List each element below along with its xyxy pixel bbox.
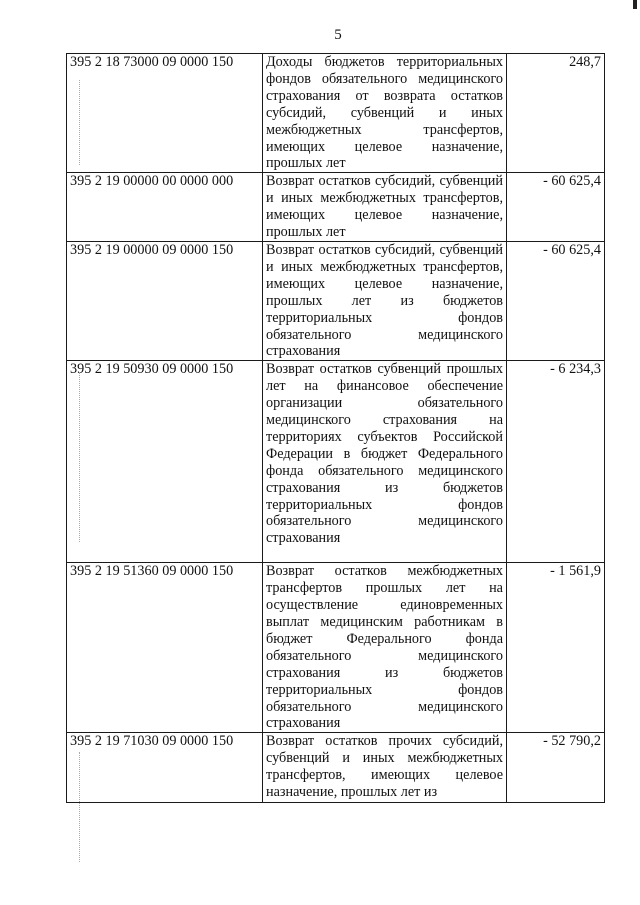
amount-cell: - 52 790,2 xyxy=(507,733,605,803)
budget-code-cell: 395 2 18 73000 09 0000 150 xyxy=(67,54,263,173)
budget-table xyxy=(66,53,605,803)
scan-dotted-line xyxy=(79,752,80,862)
table-row xyxy=(67,733,605,803)
budget-code-cell: 395 2 19 71030 09 0000 150 xyxy=(67,733,263,803)
description-cell xyxy=(263,733,507,803)
table-row xyxy=(67,361,605,563)
description-text: Возврат остатков субвенций прошлых лет на финансовое обеспечение организации обязательного медицинского страхования на территориях субъектов Российской Федерации в бюджет Федерального фонда обязательного медицинского страхования из бюджетов территориальных фондов обязательного медицинского страхования xyxy=(266,361,503,547)
table-row xyxy=(67,241,605,360)
description-cell xyxy=(263,563,507,733)
description-text: Возврат остатков межбюджетных трансфертов прошлых лет на осуществление единовременных выплат медицинским работникам в бюджет Федерального фонда обязательного медицинского страхования из бюджетов территориальных фондов обязательного медицинского страхования xyxy=(266,563,503,732)
amount-cell: - 6 234,3 xyxy=(507,361,605,563)
budget-code-cell: 395 2 19 00000 09 0000 150 xyxy=(67,241,263,360)
scan-dotted-line xyxy=(79,80,80,165)
scan-dotted-line xyxy=(79,372,80,542)
budget-code-cell: 395 2 19 00000 00 0000 000 xyxy=(67,173,263,242)
scan-corner-mark xyxy=(633,0,637,9)
description-cell xyxy=(263,54,507,173)
description-text: Доходы бюджетов территориальных фондов обязательного медицинского страхования от возврата остатков субсидий, субвенций и иных межбюджетных трансфертов, имеющих целевое назначение, прошлых лет xyxy=(266,54,503,172)
description-text: Возврат остатков субсидий, субвенций и иных межбюджетных трансфертов, имеющих целевое назначение, прошлых лет xyxy=(266,173,503,241)
description-cell xyxy=(263,241,507,360)
table-row xyxy=(67,173,605,242)
description-text: Возврат остатков субсидий, субвенций и иных межбюджетных трансфертов, имеющих целевое назначение, прошлых лет из бюджетов территориальных фондов обязательного медицинского страхования xyxy=(266,241,503,360)
description-cell xyxy=(263,173,507,242)
amount-cell: - 60 625,4 xyxy=(507,241,605,360)
description-text: Возврат остатков прочих субсидий, субвенций и иных межбюджетных трансфертов, имеющих целевое назначение, прошлых лет из xyxy=(266,733,503,801)
budget-code-cell: 395 2 19 51360 09 0000 150 xyxy=(67,563,263,733)
amount-cell: - 1 561,9 xyxy=(507,563,605,733)
table-row xyxy=(67,563,605,733)
description-cell xyxy=(263,361,507,563)
table-row xyxy=(67,54,605,173)
amount-cell: - 60 625,4 xyxy=(507,173,605,242)
page-number: 5 xyxy=(334,27,342,43)
budget-code-cell: 395 2 19 50930 09 0000 150 xyxy=(67,361,263,563)
amount-cell: 248,7 xyxy=(507,54,605,173)
